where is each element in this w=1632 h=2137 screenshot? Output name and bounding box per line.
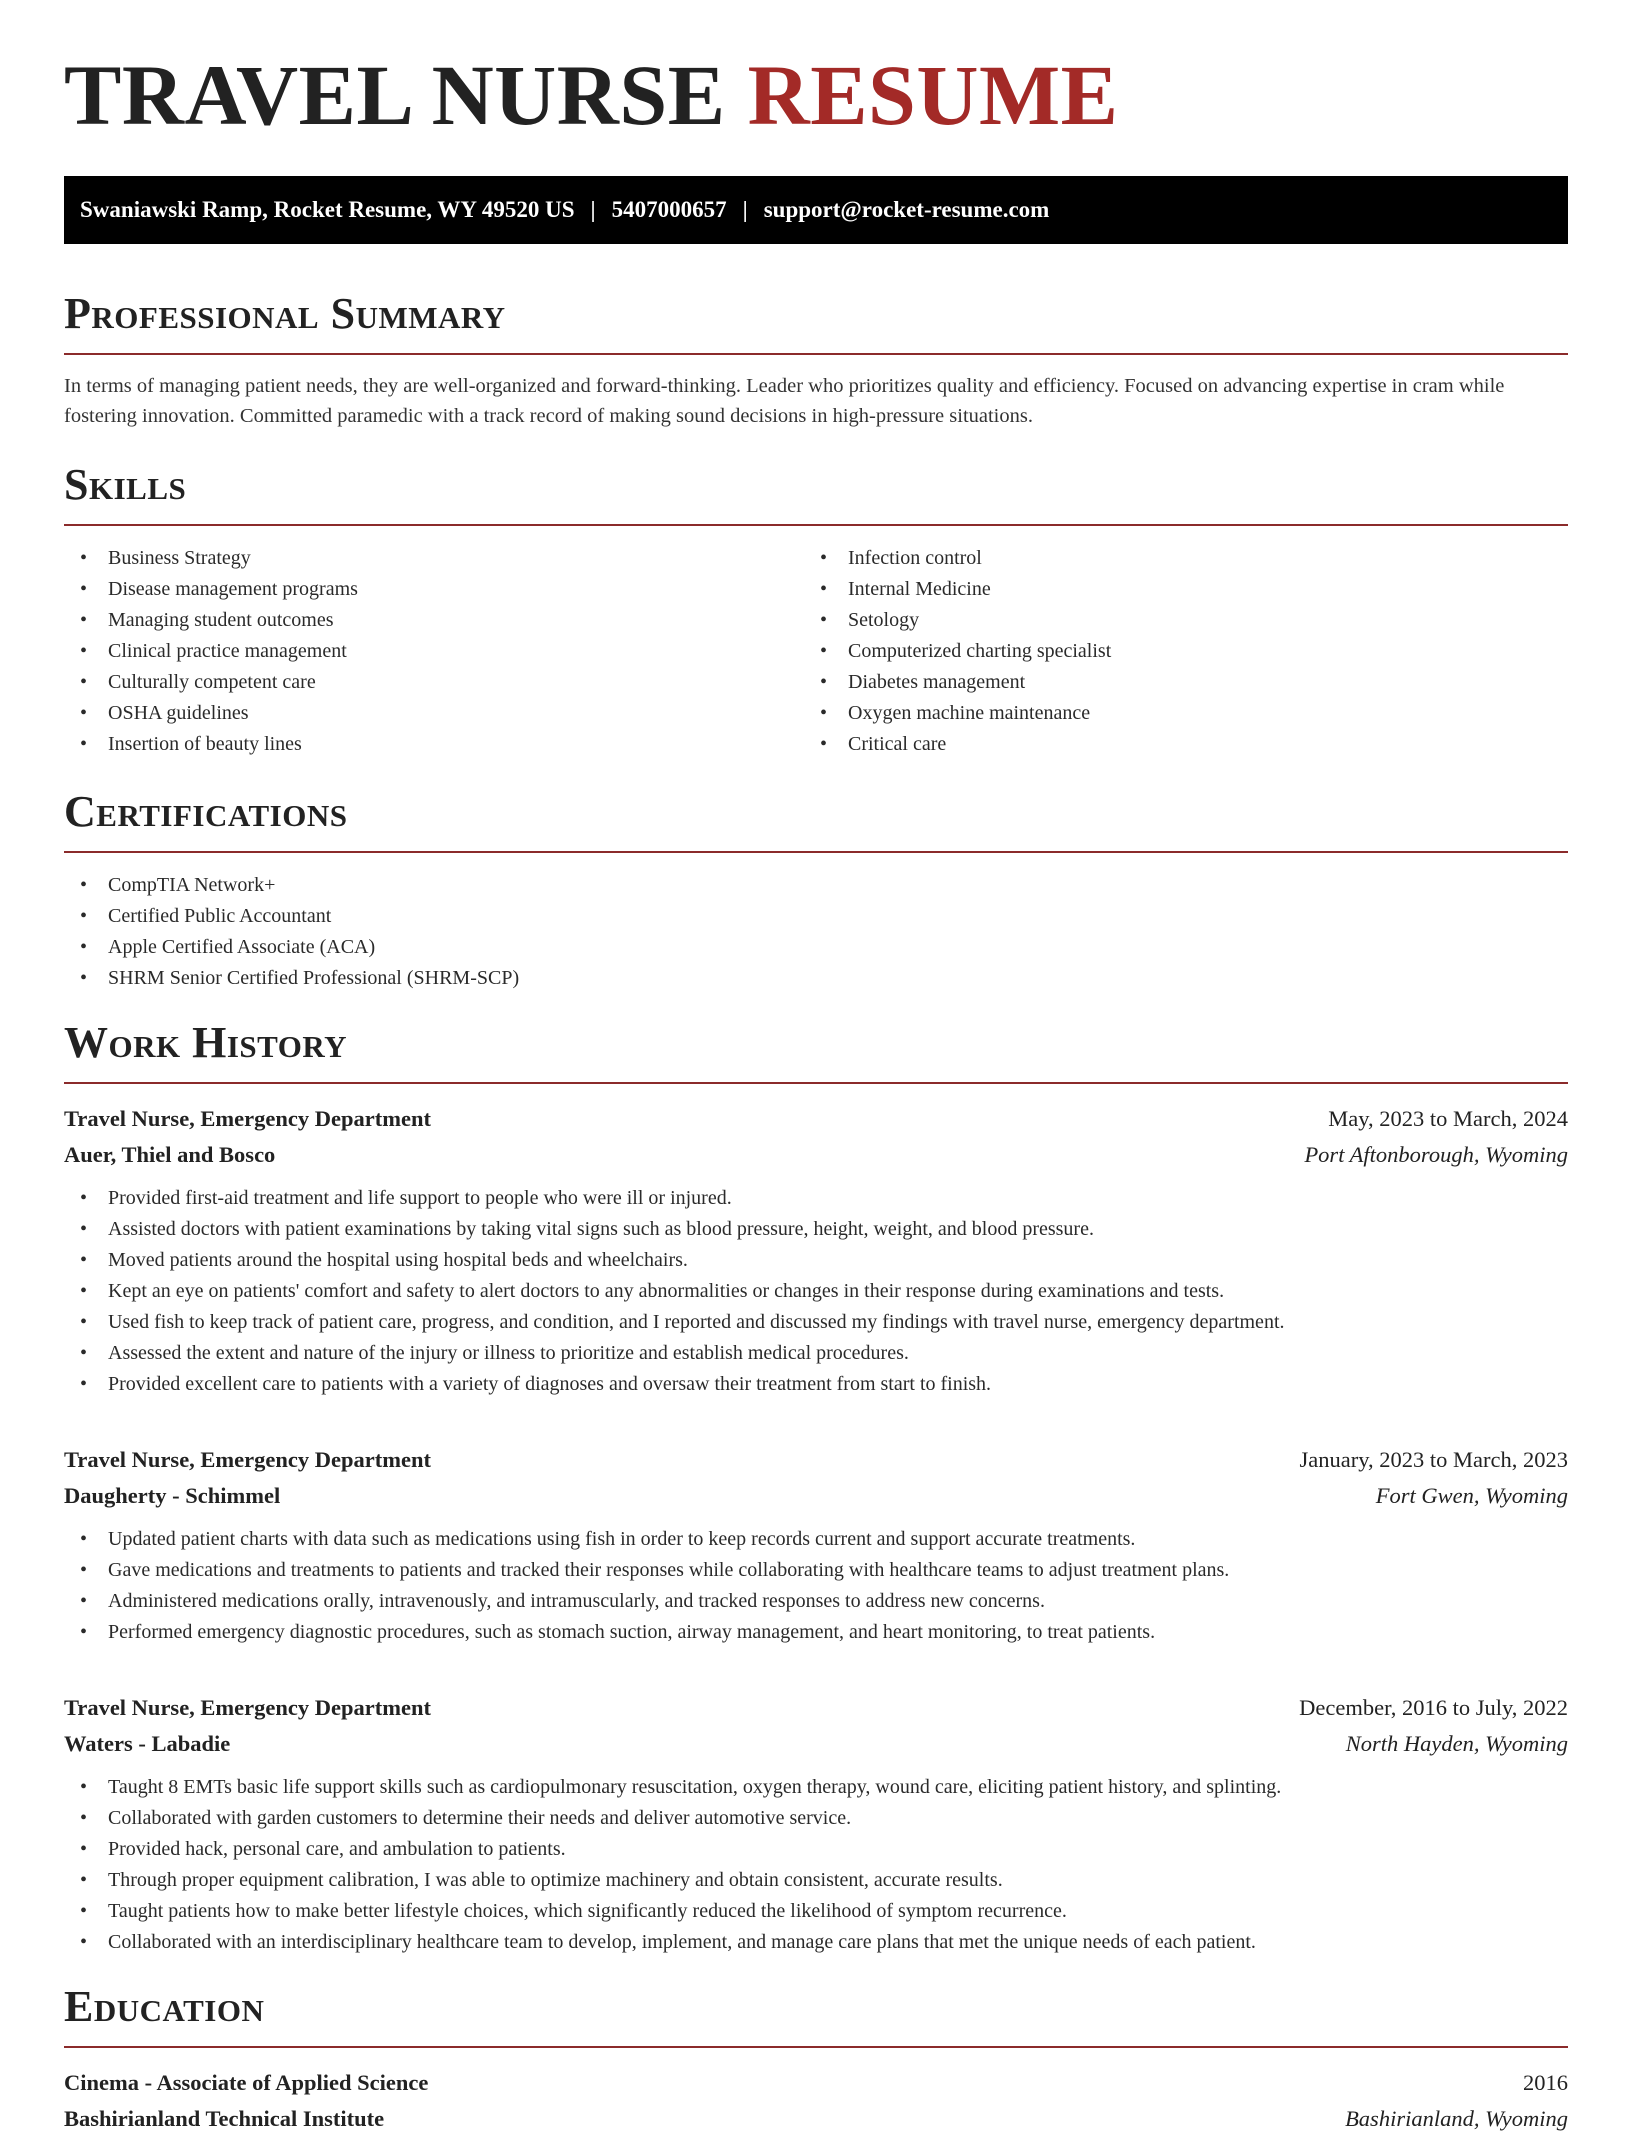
job-company: Daugherty - Schimmel (64, 1483, 281, 1508)
job-duty: • Provided first-aid treatment and life support to people who were ill or injured. (64, 1183, 1568, 1214)
job-dates: January, 2023 to March, 2023 (1299, 1447, 1568, 1472)
section-divider (64, 353, 1568, 355)
education-degree: Cinema - Associate of Applied Science (64, 2070, 429, 2095)
skill-item: • Insertion of beauty lines (64, 729, 804, 760)
job-duties-list (64, 1772, 1568, 1958)
skill-item: • Computerized charting specialist (804, 636, 1544, 667)
job-duty: • Collaborated with garden customers to determine their needs and deliver automotive service. (64, 1803, 1568, 1834)
job-entry (64, 1442, 1568, 1648)
skill-item: • Internal Medicine (804, 574, 1544, 605)
job-entry (64, 1690, 1568, 1958)
job-company: Waters - Labadie (64, 1731, 231, 1756)
job-duty: • Kept an eye on patients' comfort and safety to alert doctors to any abnormalities or changes in their response during examinations and tests. (64, 1276, 1568, 1307)
title-main: TRAVEL NURSE (64, 47, 726, 143)
education-header-row (64, 2065, 1568, 2101)
work-history-section (64, 1018, 1568, 1958)
job-company-row (64, 1726, 1568, 1762)
skills-section (64, 460, 1568, 760)
job-duty: • Gave medications and treatments to patients and tracked their responses while collaborating with healthcare teams to adjust treatment plans. (64, 1555, 1568, 1586)
skill-item: • Oxygen machine maintenance (804, 698, 1544, 729)
skills-list-left (64, 543, 804, 760)
job-location: North Hayden, Wyoming (1345, 1731, 1568, 1756)
education-entry (64, 2065, 1568, 2137)
skill-item: • Setology (804, 605, 1544, 636)
certification-item: • Apple Certified Associate (ACA) (64, 932, 1568, 963)
job-duty: • Collaborated with an interdisciplinary healthcare team to develop, implement, and manage care plans that met the unique needs of each patient. (64, 1927, 1568, 1958)
job-location: Port Aftonborough, Wyoming (1304, 1142, 1568, 1167)
skills-list-right (804, 543, 1544, 760)
summary-section (64, 289, 1568, 431)
job-title: Travel Nurse, Emergency Department (64, 1106, 431, 1131)
job-duty: • Assessed the extent and nature of the injury or illness to prioritize and establish medical procedures. (64, 1338, 1568, 1369)
section-divider (64, 524, 1568, 526)
skill-item: • Critical care (804, 729, 1544, 760)
resume-title (64, 47, 1119, 143)
job-location: Fort Gwen, Wyoming (1375, 1483, 1568, 1508)
job-dates: December, 2016 to July, 2022 (1299, 1695, 1568, 1720)
job-header-row (64, 1101, 1568, 1137)
certifications-list (64, 870, 1568, 994)
section-heading-summary: Professional Summary (64, 289, 506, 338)
job-duty: • Used fish to keep track of patient care, progress, and condition, and I reported and discussed my findings with travel nurse, emergency department. (64, 1307, 1568, 1338)
job-duty: • Performed emergency diagnostic procedures, such as stomach suction, airway management, and heart monitoring, to treat patients. (64, 1617, 1568, 1648)
skills-columns (64, 543, 1568, 760)
education-section (64, 1982, 1568, 2137)
section-heading-education: Education (64, 1982, 265, 2031)
skill-item: • Culturally competent care (64, 667, 804, 698)
job-duties-list (64, 1524, 1568, 1648)
job-company-row (64, 1478, 1568, 1514)
certifications-section (64, 787, 1568, 994)
job-header-row (64, 1442, 1568, 1478)
skill-item: • Diabetes management (804, 667, 1544, 698)
job-duties-list (64, 1183, 1568, 1400)
job-company-row (64, 1137, 1568, 1173)
skill-item: • Business Strategy (64, 543, 804, 574)
skill-item: • Infection control (804, 543, 1544, 574)
job-duty: • Assisted doctors with patient examinations by taking vital signs such as blood pressure, height, weight, and blood pressure. (64, 1214, 1568, 1245)
education-school: Bashirianland Technical Institute (64, 2106, 385, 2131)
education-location: Bashirianland, Wyoming (1345, 2106, 1568, 2131)
job-duty: • Taught 8 EMTs basic life support skills such as cardiopulmonary resuscitation, oxygen therapy, wound care, eliciting patient history, and splinting. (64, 1772, 1568, 1803)
skill-item: • Disease management programs (64, 574, 804, 605)
job-duty: • Updated patient charts with data such as medications using fish in order to keep records current and support accurate treatments. (64, 1524, 1568, 1555)
job-duty: • Provided hack, personal care, and ambulation to patients. (64, 1834, 1568, 1865)
job-duty: • Taught patients how to make better lifestyle choices, which significantly reduced the likelihood of symptom recurrence. (64, 1896, 1568, 1927)
job-duty: • Provided excellent care to patients with a variety of diagnoses and oversaw their treatment from start to finish. (64, 1369, 1568, 1400)
certification-item: • SHRM Senior Certified Professional (SHRM-SCP) (64, 963, 1568, 994)
job-dates: May, 2023 to March, 2024 (1328, 1106, 1568, 1131)
section-heading-certifications: Certifications (64, 787, 348, 836)
job-duty: • Through proper equipment calibration, I was able to optimize machinery and obtain consistent, accurate results. (64, 1865, 1568, 1896)
job-title: Travel Nurse, Emergency Department (64, 1447, 431, 1472)
section-divider (64, 851, 1568, 853)
summary-text: In terms of managing patient needs, they are well-organized and forward-thinking. Leader who prioritizes quality and efficiency. Focused on advancing expertise in cram while fostering innovation. Committed paramedic with a track record of making sound decisions in high-pressure situations. (64, 375, 1505, 427)
skill-item: • OSHA guidelines (64, 698, 804, 729)
job-header-row (64, 1690, 1568, 1726)
section-divider (64, 2046, 1568, 2048)
contact-separator: | (742, 197, 748, 222)
job-entry (64, 1101, 1568, 1400)
section-heading-skills: Skills (64, 460, 187, 509)
skill-item: • Managing student outcomes (64, 605, 804, 636)
job-company: Auer, Thiel and Bosco (64, 1142, 276, 1167)
section-divider (64, 1082, 1568, 1084)
job-title: Travel Nurse, Emergency Department (64, 1695, 431, 1720)
certification-item: • Certified Public Accountant (64, 901, 1568, 932)
job-duty: • Administered medications orally, intravenously, and intramuscularly, and tracked responses to address new concerns. (64, 1586, 1568, 1617)
education-year: 2016 (1523, 2070, 1568, 2095)
certification-item: • CompTIA Network+ (64, 870, 1568, 901)
contact-email[interactable]: support@rocket-resume.com (763, 197, 1050, 222)
title-accent: RESUME (747, 47, 1119, 143)
contact-separator: | (590, 197, 596, 222)
education-school-row (64, 2101, 1568, 2137)
section-heading-work-history: Work History (64, 1018, 348, 1067)
job-duty: • Moved patients around the hospital using hospital beds and wheelchairs. (64, 1245, 1568, 1276)
contact-phone[interactable]: 5407000657 (611, 197, 727, 222)
skill-item: • Clinical practice management (64, 636, 804, 667)
contact-address: Swaniawski Ramp, Rocket Resume, WY 49520 US (80, 197, 575, 222)
contact-bar (64, 176, 1568, 244)
